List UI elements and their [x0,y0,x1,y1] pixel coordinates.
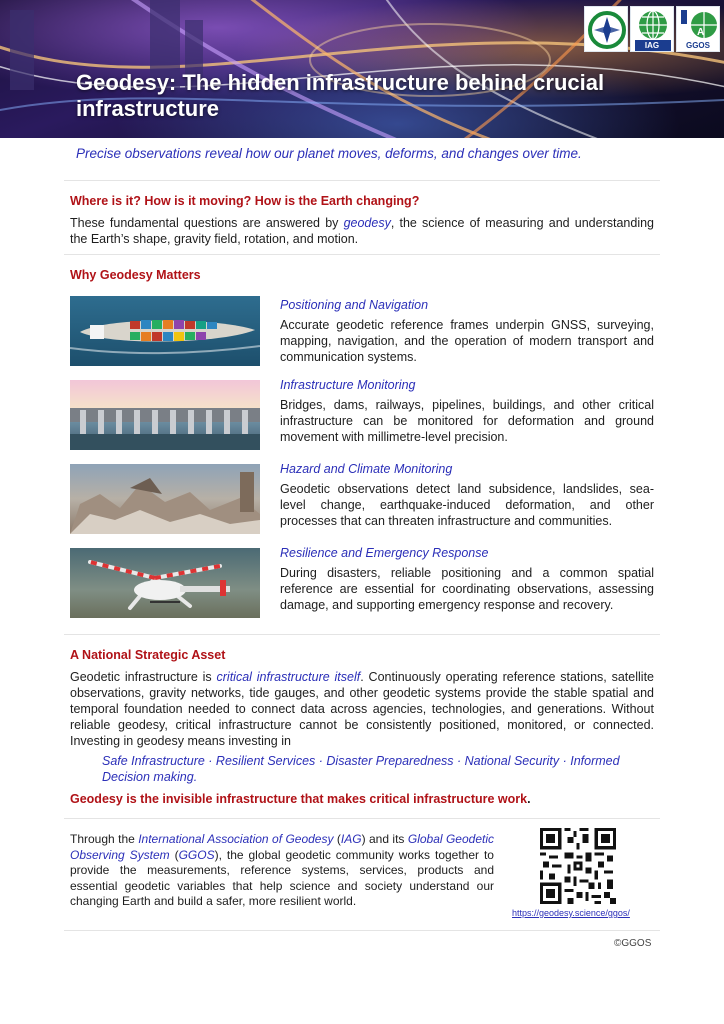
divider [64,254,660,255]
ggos-link[interactable]: Global Geodetic Observing System [70,832,494,862]
closing-statement: Geodesy is the invisible infrastructure that makes critical infrastructure work. [70,792,531,806]
logo-group [584,6,720,52]
qr-code[interactable] [540,828,616,904]
ggos-logo: A GGOS [676,6,720,52]
item-title-resilience: Resilience and Emergency Response [280,546,489,560]
divider [64,634,660,635]
subtitle: Precise observations reveal how our planet moves, deforms, and changes over time. [76,146,582,161]
asset-paragraph: Geodetic infrastructure is critical infrastructure itself. Continuously operating reference stations, satellite observations, gravity networks, tide gauges, and other geodetic systems provide the stable spatial and temporal foundation needed to connect data across agencies, technologies, and generations. Without reliable geodesy, critical infrastructure cannot be consistently positioned, monitored, or connected. Investing in geodesy means investing in [70,670,654,748]
iag-link[interactable]: International Association of Geodesy [138,832,334,846]
item-body-infrastructure: Bridges, dams, railways, pipelines, buildings, and other critical infrastructure can be monitored for deformation and ground movement with millimetre-level precision. [280,398,654,444]
qr-url-link[interactable]: https://geodesy.science/ggos/ [512,908,630,918]
copyright: ©GGOS [614,938,652,949]
divider [64,180,660,181]
divider [64,818,660,819]
item-body-resilience: During disasters, reliable positioning and a common spatial reference are essential for coordinating observations, assessing damage, and supporting emergency response and recovery. [280,566,654,612]
dam-photo [70,380,260,450]
item-body-positioning: Accurate geodetic reference frames underpin GNSS, surveying, mapping, navigation, and the operation of modern transport and communication systems. [280,318,654,364]
item-body-hazard: Geodetic observations detect land subsidence, landslides, sea-level change, earthquake-induced deformation, and other processes that can threaten infrastructure and communities. [280,482,654,528]
header-banner [0,0,724,138]
geodesy-link[interactable]: geodesy [343,216,391,230]
ggos-abbr-link[interactable]: GGOS [178,847,215,862]
footer-paragraph: Through the International Association of Geodesy (IAG) and its Global Geodetic Observing System (GGOS), the global geodetic community works together to provide the measurements, reference systems, services, products and essential geodetic variables that help science and society understand our changing Earth and build a safer, more resilient world. [70,832,494,908]
rescue-helicopter-photo [70,548,260,618]
intro-heading: Where is it? How is it moving? How is the Earth changing? [70,194,420,208]
intro-paragraph: These fundamental questions are answered by geodesy, the science of measuring and understanding the Earth’s shape, gravity field, rotation, and motion. [70,216,654,246]
critical-infrastructure-link: critical infrastructure itself [216,670,361,684]
earthquake-rubble-photo [70,464,260,534]
divider [64,930,660,931]
benefits-list: Safe Infrastructure · Resilient Services · Disaster Preparedness · National Security · Informed Decision making. [102,754,620,784]
page-title: Geodesy: The hidden infrastructure behind crucial infrastructure [76,70,605,121]
iag-compass-logo [584,6,628,52]
asset-heading: A National Strategic Asset [70,648,226,662]
item-title-positioning: Positioning and Navigation [280,298,429,312]
container-ship-photo [70,296,260,366]
item-title-hazard: Hazard and Climate Monitoring [280,462,453,476]
item-title-infrastructure: Infrastructure Monitoring [280,378,416,392]
iag-abbr-link[interactable]: IAG [340,832,362,846]
svg-text:A: A [697,27,705,38]
iag-globe-logo: IAG [630,6,674,52]
why-heading: Why Geodesy Matters [70,268,201,282]
